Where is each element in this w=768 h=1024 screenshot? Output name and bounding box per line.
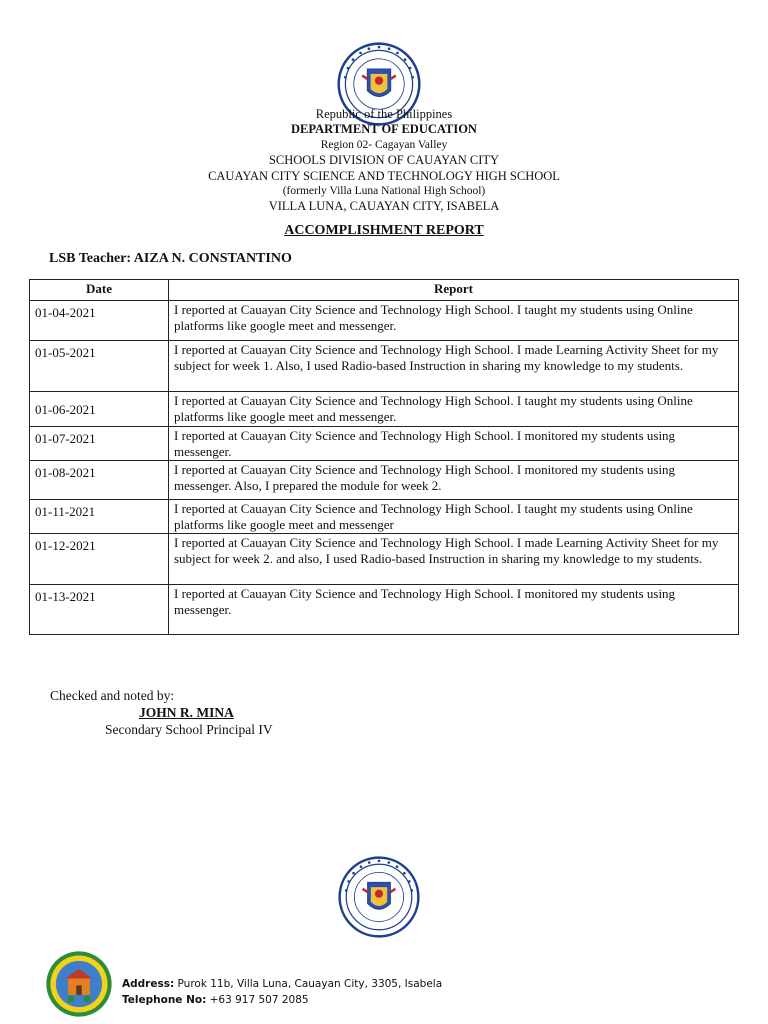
row-date: 01-04-2021 [30, 301, 169, 341]
header-division: SCHOOLS DIVISION OF CAUAYAN CITY [268, 153, 500, 168]
address-label: Address: [122, 978, 175, 990]
checked-noted-label: Checked and noted by: [50, 688, 175, 703]
row-report: I reported at Cauayan City Science and Technology High School. I made Learning Activity Sheet for my subject for week 2. and also, I used Radio-based Instruction in sharing my knowledge to my students. [169, 534, 739, 585]
footer-contact [122, 976, 442, 1008]
table-row [30, 301, 739, 341]
row-report: I reported at Cauayan City Science and Technology High School. I monitored my students using messenger. [169, 585, 739, 635]
column-header-date: Date [30, 280, 169, 301]
row-report: I reported at Cauayan City Science and Technology High School. I monitored my students using messenger. Also, I prepared the module for week 2. [169, 461, 739, 500]
school-logo-icon [45, 950, 113, 1018]
phone-value: +63 917 507 2085 [209, 994, 309, 1006]
table-row [30, 585, 739, 635]
table-row [30, 461, 739, 500]
phone-label: Telephone No: [122, 994, 207, 1006]
table-row [30, 534, 739, 585]
row-date: 01-06-2021 [30, 392, 169, 427]
row-date: 01-05-2021 [30, 341, 169, 392]
row-report: I reported at Cauayan City Science and Technology High School. I made Learning Activity Sheet for my subject for week 1. Also, I used Radio-based Instruction in sharing my knowledge to my students. [169, 341, 739, 392]
deped-seal-icon [338, 856, 420, 938]
table-row [30, 341, 739, 392]
table-header-row [30, 280, 739, 301]
table-row [30, 500, 739, 534]
header-school: CAUAYAN CITY SCIENCE AND TECHNOLOGY HIGH SCHOOL [208, 168, 560, 183]
row-date: 01-12-2021 [30, 534, 169, 585]
row-report: I reported at Cauayan City Science and Technology High School. I taught my students using Online platforms like google meet and messenger. [169, 392, 739, 427]
table-row [30, 392, 739, 427]
footer-address-line [122, 976, 442, 992]
header-republic: Republic of the Philippines [315, 107, 453, 121]
row-date: 01-13-2021 [30, 585, 169, 635]
letterhead [0, 107, 768, 215]
row-report: I reported at Cauayan City Science and Technology High School. I taught my students using Online platforms like google meet and messenger [169, 500, 739, 534]
principal-position: Secondary School Principal IV [105, 722, 273, 737]
row-report: I reported at Cauayan City Science and Technology High School. I taught my students using Online platforms like google meet and messenger. [169, 301, 739, 341]
document-title: ACCOMPLISHMENT REPORT [284, 223, 484, 238]
row-date: 01-08-2021 [30, 461, 169, 500]
teacher-name: LSB Teacher: AIZA N. CONSTANTINO [49, 251, 292, 266]
row-date: 01-07-2021 [30, 427, 169, 461]
principal-name: JOHN R. MINA [139, 705, 234, 720]
header-formerly: (formerly Villa Luna National High School) [282, 185, 486, 198]
table-row [30, 427, 739, 461]
row-date: 01-11-2021 [30, 500, 169, 534]
accomplishment-table [29, 279, 739, 635]
column-header-report: Report [169, 280, 739, 301]
address-value: Purok 11b, Villa Luna, Cauayan City, 3305, Isabela [177, 978, 443, 990]
footer-phone-line [122, 992, 442, 1008]
row-report: I reported at Cauayan City Science and Technology High School. I monitored my students using messenger. [169, 427, 739, 461]
header-department: DEPARTMENT OF EDUCATION [291, 122, 477, 137]
header-location: VILLA LUNA, CAUAYAN CITY, ISABELA [268, 199, 500, 214]
header-region: Region 02- Cagayan Valley [320, 138, 448, 151]
